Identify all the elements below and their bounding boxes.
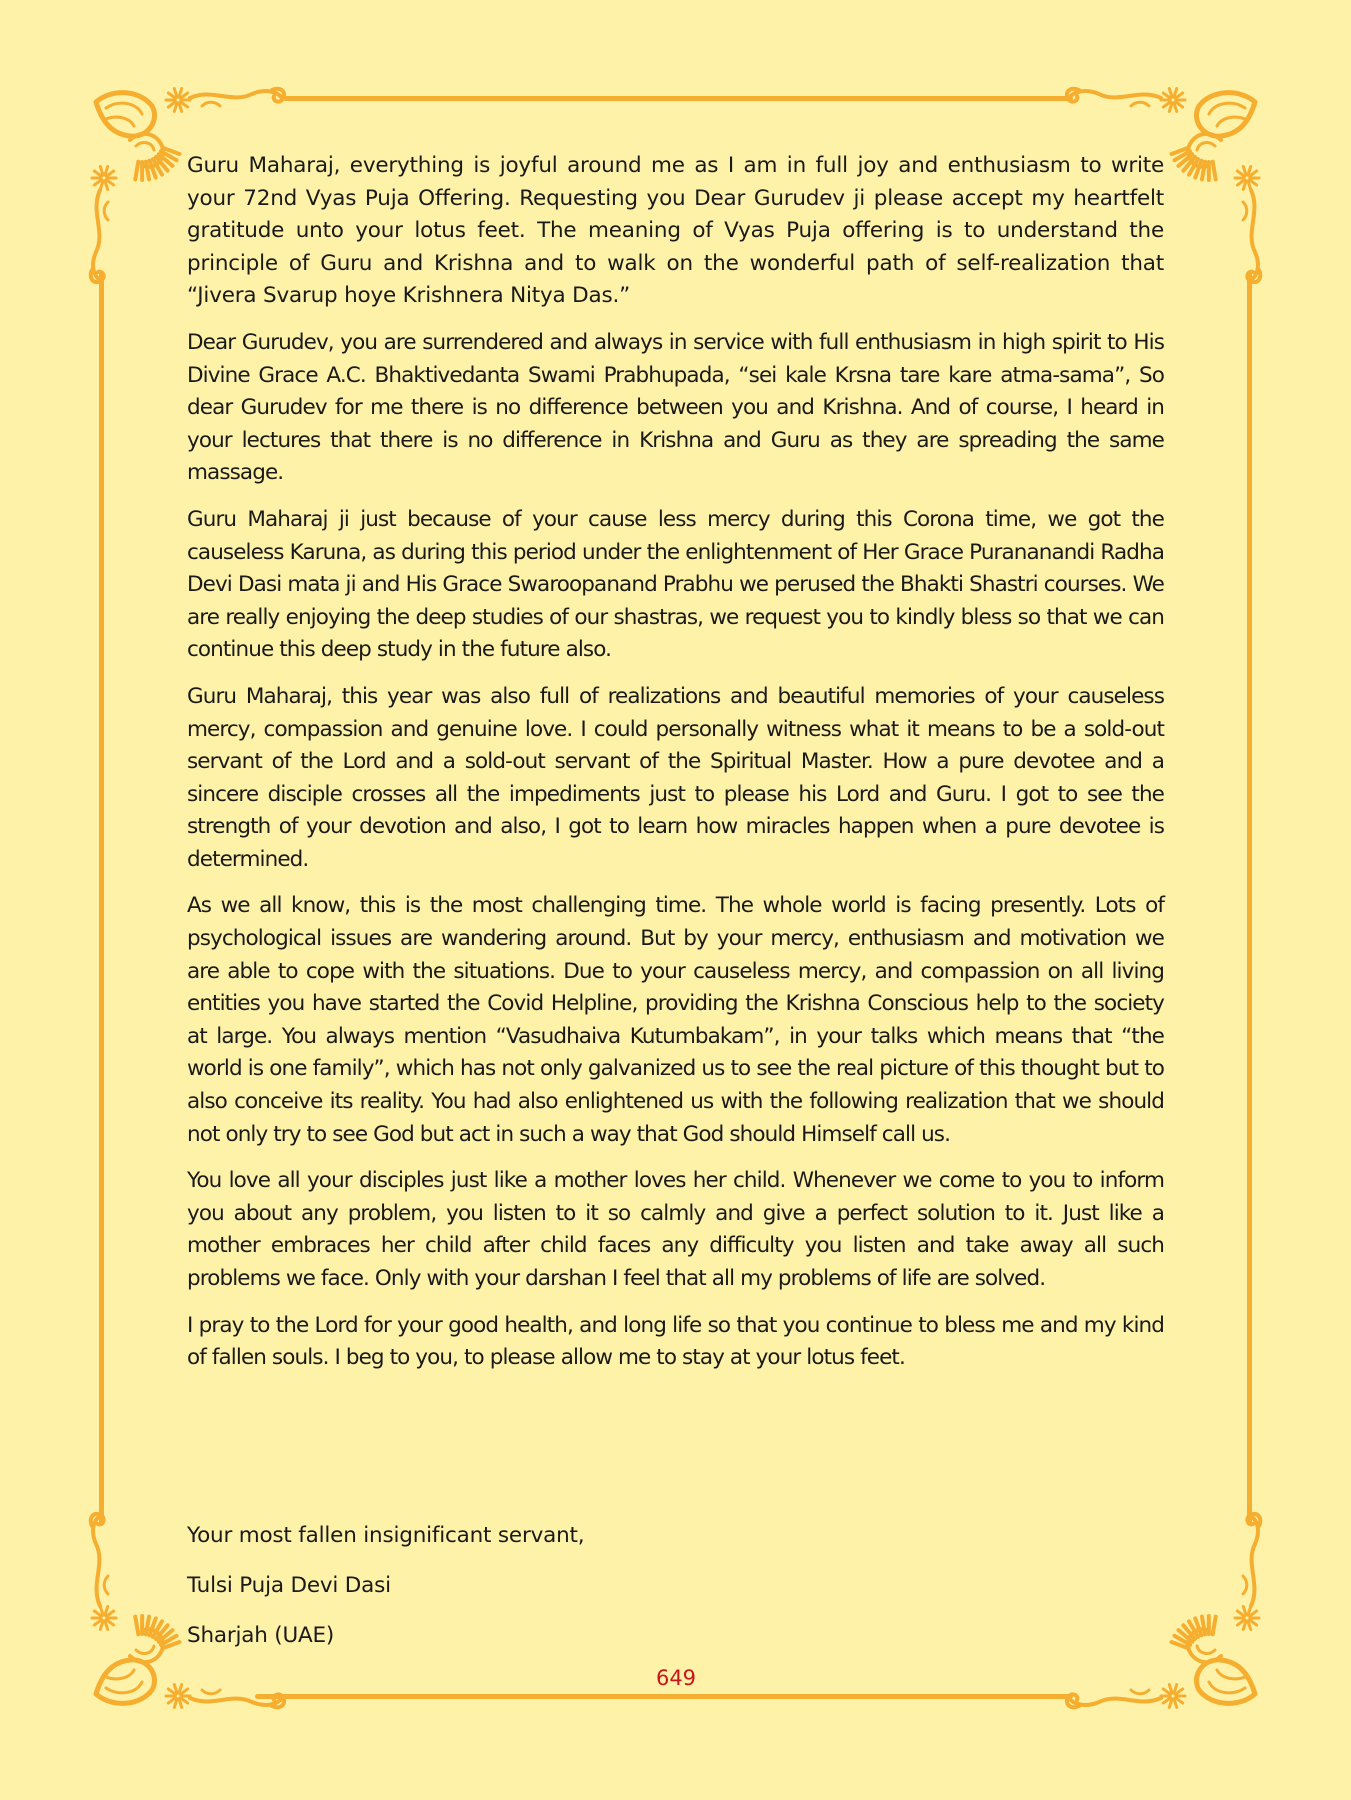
paragraph-challenging-time: As we all know, this is the most challenging time. The whole world is facing presently. Lots of psychological issues are wandering around. But by your mercy, enthusiasm and motivation we are able to cope with the situations. Due to your causeless mercy, and compassion on all living entities you have started the Covid Helpline, providing the Krishna Conscious help to the society at large. You always mention “Vasudhaiva Kutumbakam”, in your talks which means that “the world is one family”, which has not only galvanized us to see the real picture of this thought but to also conceive its reality. You had also enlightened us with the following realization that we should not only try to see God but act in such a way that God should Himself call us. — [187, 893, 1164, 1147]
frame-border-left — [99, 272, 104, 1526]
page-number: 649 — [655, 1666, 697, 1690]
corner-ornament-icon — [1059, 1506, 1269, 1716]
letter-body — [187, 150, 1164, 1389]
frame-border-top — [283, 96, 1073, 101]
paragraph-prayer: I pray to the Lord for your good health, and long life so that you continue to bless me and my kind of fallen souls. I beg to you, to please allow me to stay at your lotus feet. — [187, 1312, 1164, 1371]
author-name: Tulsi Puja Devi Dasi — [187, 1573, 391, 1598]
paragraph-surrender: Dear Gurudev, you are surrendered and always in service with full enthusiasm in high spirit to His Divine Grace A.C. Bhaktivedanta Swami Prabhupada, “sei kale Krsna tare kare atma-sama”, So dear Gurudev for me there is no difference between you and Krishna. And of course, I heard in your lectures that there is no difference in Krishna and Guru as they are spreading the same massage. — [187, 329, 1164, 486]
author-location: Sharjah (UAE) — [187, 1623, 335, 1648]
closing-line: Your most fallen insignificant servant, — [187, 1523, 585, 1548]
paragraph-opening: Guru Maharaj, everything is joyful around me as I am in full joy and enthusiasm to write your 72nd Vyas Puja Offering. Requesting you Dear Gurudev ji please accept my heartfelt gratitude unto your lotus feet. The meaning of Vyas Puja offering is to understand the principle of Guru and Krishna and to walk on the wonderful path of self-realization that “Jivera Svarup hoye Krishnera Nitya Das.” — [187, 153, 1164, 309]
paragraph-bhakti-shastri: Guru Maharaj ji just because of your cause less mercy during this Corona time, we got the causeless Karuna, as during this period under the enlightenment of Her Grace Purananandi Radha Devi Dasi mata ji and His Grace Swaroopanand Prabhu we perused the Bhakti Shastri courses. We are really enjoying the deep studies of our shastras, we request you to kindly bless so that we can continue this deep study in the future also. — [187, 506, 1164, 663]
paragraph-mother-love: You love all your disciples just like a mother loves her child. Whenever we come to you to inform you about any problem, you listen to it so calmly and give a perfect solution to it. Just like a mother embraces her child after child faces any difficulty you listen and take away all such problems we face. Only with your darshan I feel that all my problems of life are solved. — [187, 1168, 1164, 1291]
frame-border-right — [1247, 272, 1252, 1526]
paragraph-realizations: Guru Maharaj, this year was also full of realizations and beautiful memories of your causeless mercy, compassion and genuine love. I could personally witness what it means to be a sold-out servant of the Lord and a sold-out servant of the Spiritual Master. How a pure devotee and a sincere disciple crosses all the impediments just to please his Lord and Guru. I got to see the strength of your devotion and also, I got to learn how miracles happen when a pure devotee is determined. — [187, 683, 1164, 872]
frame-border-bottom — [255, 1694, 1073, 1699]
